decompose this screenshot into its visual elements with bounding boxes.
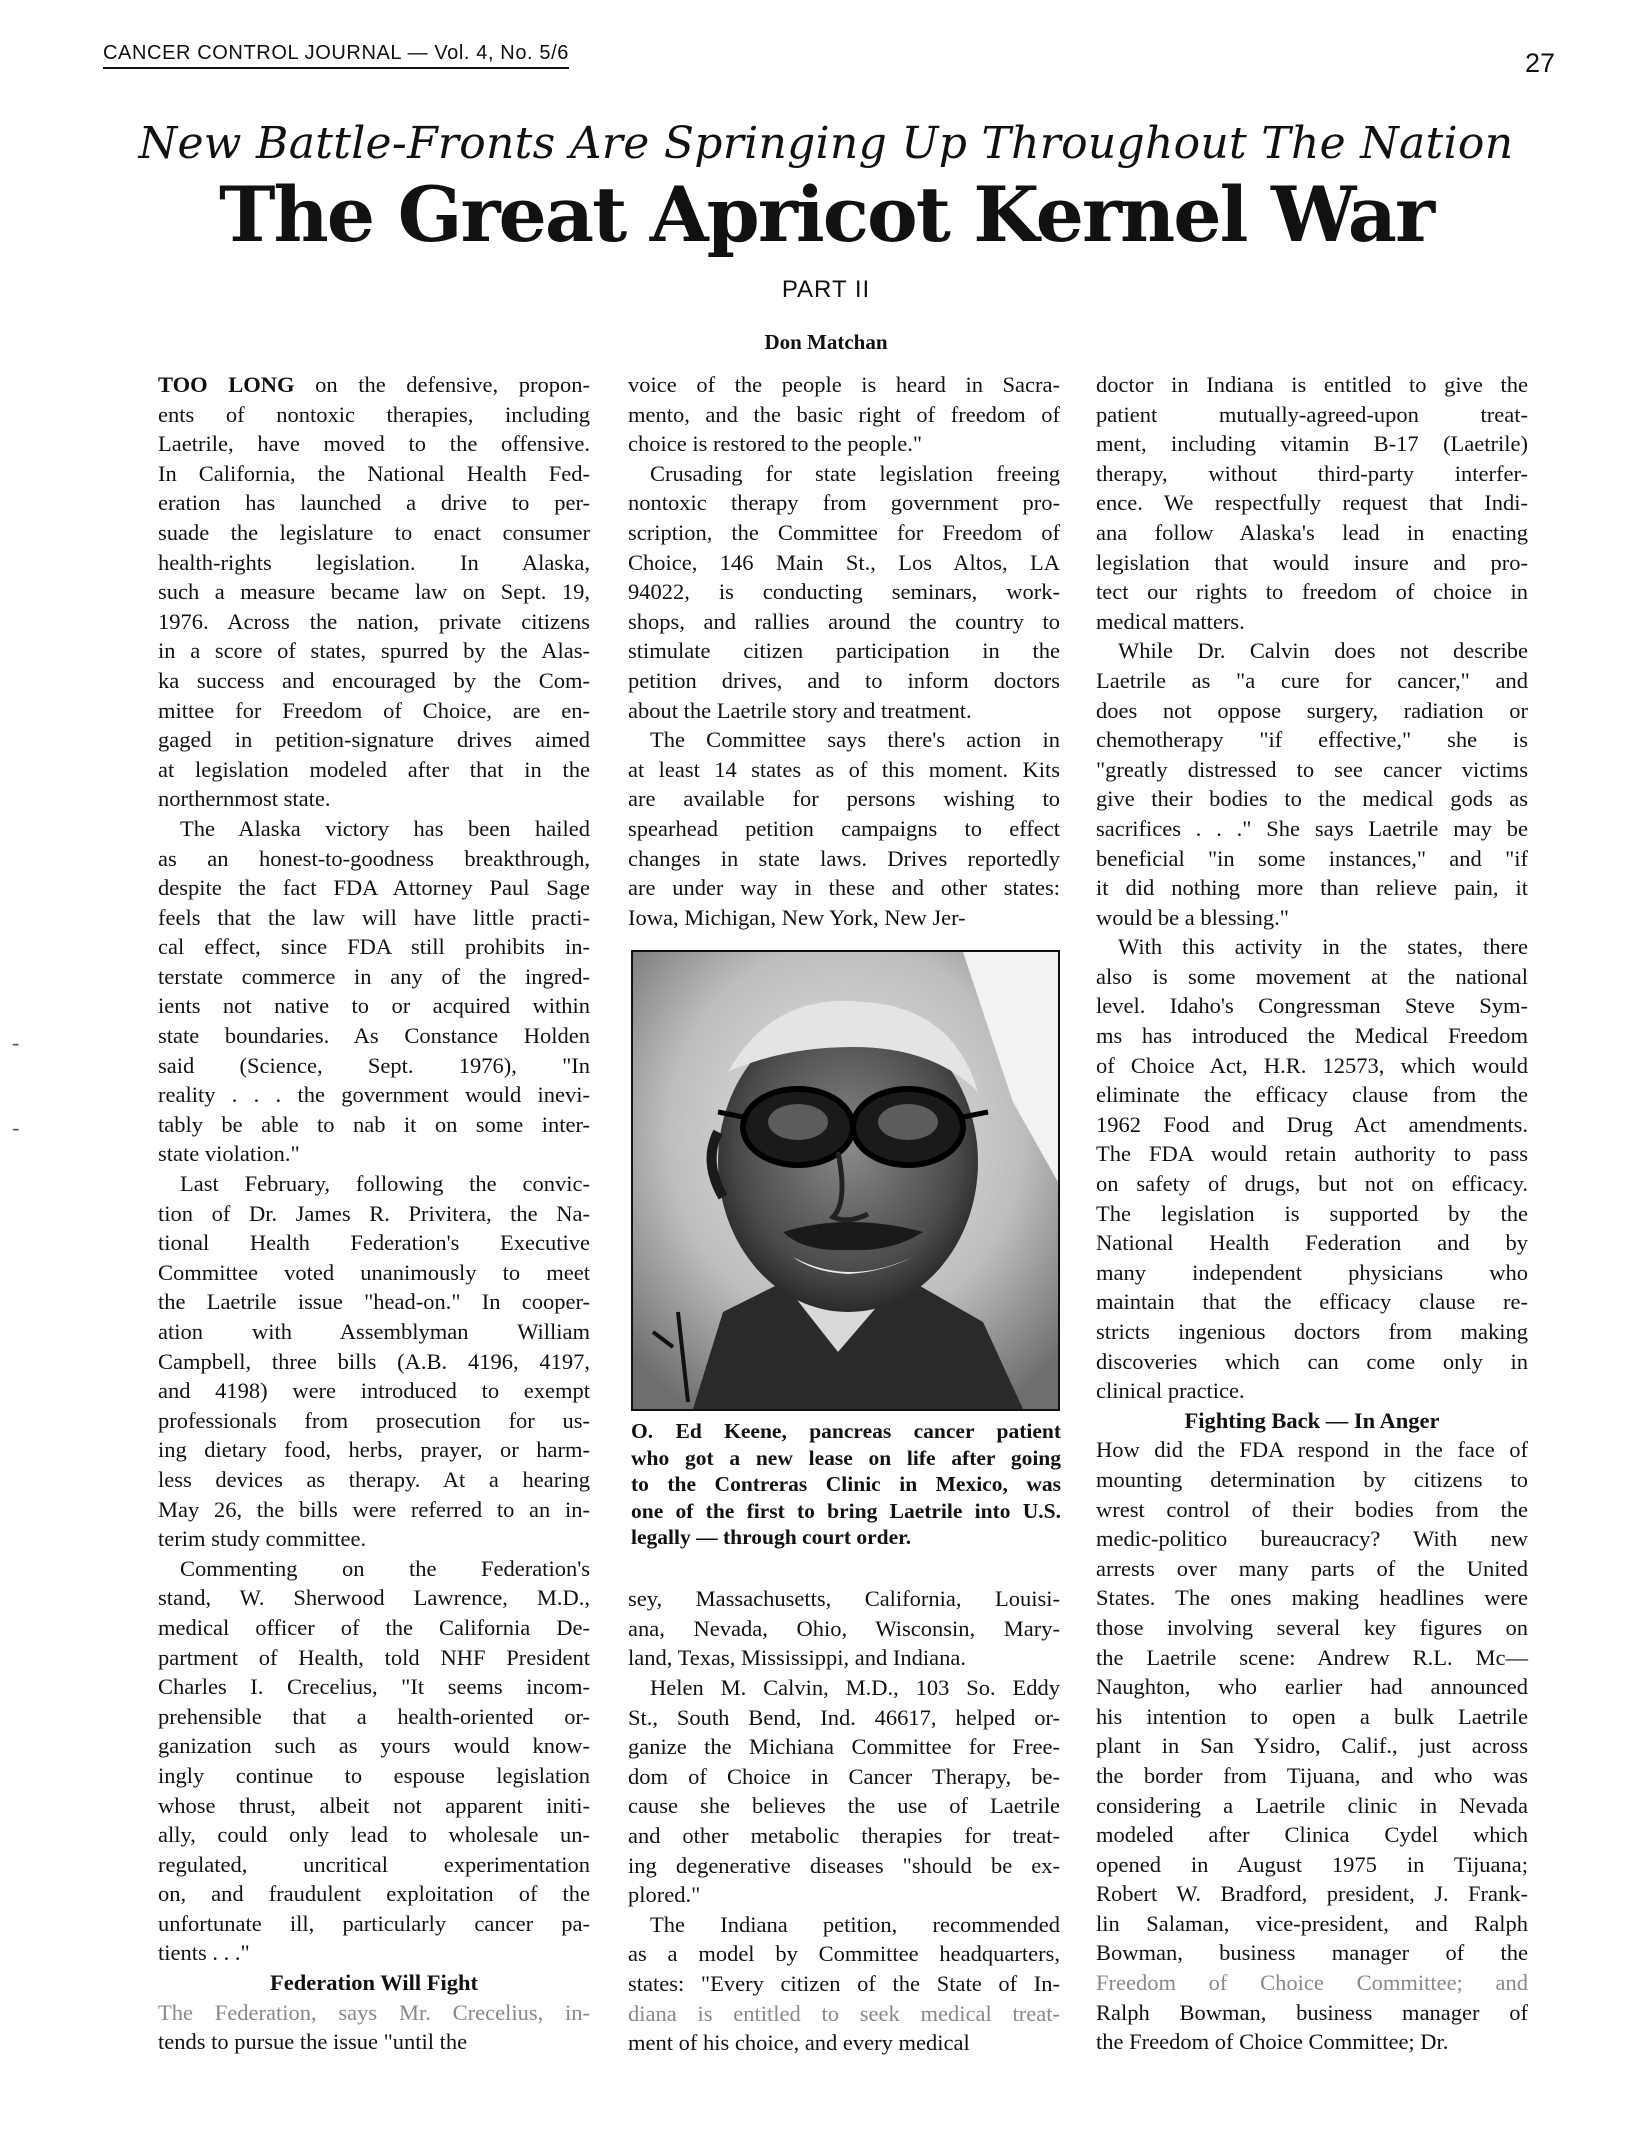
- text-line: and 4198) were introduced to exempt: [158, 1378, 590, 1404]
- text-line: ment, including vitamin B-17 (Laetrile): [1096, 431, 1528, 457]
- text-line: diana is entitled to seek medical treat-: [628, 2000, 1060, 2026]
- text-line: spearhead petition campaigns to effect: [628, 815, 1060, 841]
- text-line: Naughton, who earlier had announced: [1096, 1674, 1528, 1700]
- text-line: Robert W. Bradford, president, J. Frank-: [1096, 1881, 1528, 1907]
- text-line: ganize the Michiana Committee for Free-: [628, 1734, 1060, 1760]
- lead-in: TOO LONG: [158, 372, 295, 397]
- text-line: give their bodies to the medical gods as: [1096, 786, 1528, 812]
- text-line: states: "Every citizen of the State of In-: [628, 1971, 1060, 1996]
- margin-mark: -: [12, 1115, 20, 1140]
- text-line: ganization such as yours would know-: [158, 1733, 590, 1759]
- text-line: regulated, uncritical experimentation: [158, 1851, 590, 1877]
- text-line: 1976. Across the nation, private citizens: [158, 608, 590, 634]
- text-line: choice is restored to the people.": [628, 431, 923, 457]
- text-line: While Dr. Calvin does not describe: [1118, 638, 1528, 664]
- text-line: tients . . .": [158, 1940, 250, 1966]
- text-line: Choice, 146 Main St., Los Altos, LA: [628, 549, 1060, 575]
- text-line: land, Texas, Mississippi, and Indiana.: [628, 1645, 966, 1671]
- text-line: scription, the Committee for Freedom of: [628, 519, 1060, 545]
- text-line: state violation.": [158, 1141, 300, 1167]
- text-line: clinical practice.: [1096, 1378, 1245, 1404]
- text-line: The FDA would retain authority to pass: [1096, 1141, 1528, 1167]
- text-line: States. The ones making headlines were: [1096, 1585, 1528, 1611]
- text-line: mounting determination by citizens to: [1096, 1466, 1528, 1492]
- text-line: tect our rights to freedom of choice in: [1096, 579, 1528, 605]
- text-line: on, and fraudulent exploitation of the: [158, 1881, 590, 1907]
- text-line: less devices as therapy. At a hearing: [158, 1466, 590, 1492]
- text-line: Laetrile, have moved to the offensive.: [158, 431, 590, 457]
- text-line: mento, and the basic right of freedom of: [628, 401, 1060, 427]
- text-line: ment of his choice, and every medical: [628, 2030, 970, 2056]
- text-line: many independent physicians who: [1096, 1259, 1528, 1285]
- text-line: gaged in petition-signature drives aimed: [158, 727, 590, 753]
- text-line: Ralph Bowman, business manager of: [1096, 1999, 1528, 2025]
- text-line: Charles I. Crecelius, "It seems incom-: [158, 1674, 590, 1700]
- text-line: Bowman, business manager of the: [1096, 1940, 1528, 1966]
- text-line: medical matters.: [1096, 608, 1245, 634]
- text-line: The Federation, says Mr. Crecelius, in-: [158, 1999, 590, 2025]
- text-line: Committee voted unanimously to meet: [158, 1259, 590, 1285]
- text-line: arrests over many parts of the United: [1096, 1555, 1528, 1581]
- text-line: 94022, is conducting seminars, work-: [628, 579, 1060, 605]
- text-line: Laetrile as "a cure for cancer," and: [1096, 667, 1528, 693]
- text-line: as a model by Committee headquarters,: [628, 1941, 1060, 1967]
- text-line: the Laetrile scene: Andrew R.L. Mc—: [1096, 1644, 1528, 1670]
- text-line: ation with Assemblyman William: [158, 1319, 590, 1344]
- text-line: considering a Laetrile clinic in Nevada: [1096, 1792, 1528, 1818]
- text-line: tion of Dr. James R. Privitera, the Na-: [158, 1200, 590, 1226]
- text-line: dom of Choice in Cancer Therapy, be-: [628, 1763, 1060, 1789]
- text-line: about the Laetrile story and treatment.: [628, 697, 972, 723]
- text-line: chemotherapy "if effective," she is: [1096, 727, 1528, 753]
- text-line: said (Science, Sept. 1976), "In: [158, 1052, 590, 1078]
- text-line: are available for persons wishing to: [628, 786, 1060, 812]
- text-line: ing dietary food, herbs, prayer, or harm-: [158, 1437, 590, 1463]
- text-line: eliminate the efficacy clause from the: [1096, 1082, 1528, 1108]
- text-line: The Alaska victory has been hailed: [180, 815, 590, 841]
- text-line: "greatly distressed to see cancer victims: [1096, 756, 1528, 782]
- text-line: Campbell, three bills (A.B. 4196, 4197,: [158, 1348, 590, 1374]
- text-line: partment of Health, told NHF President: [158, 1644, 590, 1670]
- text-line: doctor in Indiana is entitled to give the: [1096, 372, 1528, 397]
- text-line: ally, could only lead to wholesale un-: [158, 1822, 590, 1848]
- text-line: legally — through court order.: [631, 1525, 912, 1549]
- text-line: the Laetrile issue "head-on." In cooper-: [158, 1289, 590, 1315]
- text-line: of Choice Act, H.R. 12573, which would: [1096, 1052, 1528, 1078]
- section-subhead: Fighting Back — In Anger: [1184, 1407, 1440, 1433]
- text-line: tends to pursue the issue "until the: [158, 2029, 468, 2055]
- text-line: May 26, the bills were referred to an in-: [158, 1496, 590, 1522]
- text-line: despite the fact FDA Attorney Paul Sage: [158, 875, 590, 901]
- text-line: his intention to open a bulk Laetrile: [1096, 1703, 1528, 1729]
- section-subhead: Federation Will Fight: [270, 1970, 478, 1996]
- text-line: St., South Bend, Ind. 46617, helped or-: [628, 1704, 1060, 1730]
- text-line: beneficial "in some instances," and "if: [1096, 845, 1528, 871]
- text-line: petition drives, and to inform doctors: [628, 667, 1060, 693]
- text-line: who got a new lease on life after going: [631, 1445, 1061, 1470]
- text-line: lin Salaman, vice-president, and Ralph: [1096, 1910, 1528, 1936]
- text-line: patient mutually-agreed-upon treat-: [1096, 401, 1528, 427]
- portrait-photo: [631, 950, 1060, 1411]
- text-line: ence. We respectfully request that Indi-: [1096, 490, 1528, 516]
- text-line: The Indiana petition, recommended: [650, 1911, 1060, 1937]
- text-line: Crusading for state legislation freeing: [650, 460, 1060, 486]
- text-line: northernmost state.: [158, 786, 331, 812]
- text-line: ana, Nevada, Ohio, Wisconsin, Mary-: [628, 1615, 1060, 1641]
- text-line: such a measure became law on Sept. 19,: [158, 579, 590, 605]
- text-line: stimulate citizen participation in the: [628, 638, 1060, 664]
- text-line: one of the first to bring Laetrile into U.S.: [631, 1498, 1061, 1523]
- text-line: prehensible that a health-oriented or-: [158, 1703, 590, 1729]
- text-line: feels that the law will have little practi-: [158, 904, 590, 930]
- text-line: sey, Massachusetts, California, Louisi-: [628, 1586, 1060, 1612]
- text-line: ents of nontoxic therapies, including: [158, 401, 590, 427]
- text-line: voice of the people is heard in Sacra-: [628, 372, 1060, 397]
- text-line: reality . . . the government would inevi-: [158, 1082, 590, 1108]
- text-line: would be a blessing.": [1096, 904, 1289, 930]
- text-line: also is some movement at the national: [1096, 963, 1528, 989]
- text-line: Iowa, Michigan, New York, New Jer-: [628, 904, 966, 930]
- text-line: state boundaries. As Constance Holden: [158, 1023, 590, 1049]
- text-line: nontoxic therapy from government pro-: [628, 490, 1060, 516]
- text-line: are under way in these and other states:: [628, 875, 1060, 901]
- text-line: 1962 Food and Drug Act amendments.: [1096, 1111, 1528, 1137]
- text-line: legislation that would insure and pro-: [1096, 549, 1528, 575]
- text-line: ients not native to or acquired within: [158, 993, 590, 1019]
- text-line: at least 14 states as of this moment. Kits: [628, 756, 1060, 782]
- margin-mark: -: [12, 1030, 20, 1055]
- text-line: sacrifices . . ." She says Laetrile may be: [1096, 815, 1528, 841]
- text-line: Helen M. Calvin, M.D., 103 So. Eddy: [650, 1675, 1060, 1701]
- text-line: does not oppose surgery, radiation or: [1096, 697, 1528, 723]
- text-line: stricts ingenious doctors from making: [1096, 1319, 1528, 1344]
- text-line: ana follow Alaska's lead in enacting: [1096, 519, 1528, 545]
- text-line: whose thrust, albeit not apparent initi-: [158, 1792, 590, 1818]
- text-line: TOO LONG on the defensive, propon-: [158, 372, 590, 397]
- text-line: mittee for Freedom of Choice, are en-: [158, 697, 590, 723]
- text-line: plored.": [628, 1882, 701, 1908]
- text-line: The Committee says there's action in: [650, 727, 1060, 753]
- text-line: With this activity in the states, there: [1118, 934, 1528, 960]
- text-line: those involving several key figures on: [1096, 1614, 1528, 1640]
- text-line: suade the legislature to enact consumer: [158, 519, 590, 545]
- text-line: in a score of states, spurred by the Alas-: [158, 638, 590, 664]
- text-line: at legislation modeled after that in the: [158, 756, 590, 782]
- photo-caption: [631, 1418, 1061, 1551]
- text-line: unfortunate ill, particularly cancer pa-: [158, 1910, 590, 1936]
- text-line: eration has launched a drive to per-: [158, 490, 590, 516]
- text-line: plant in San Ysidro, Calif., just across: [1096, 1733, 1528, 1759]
- text-line: stand, W. Sherwood Lawrence, M.D.,: [158, 1585, 590, 1611]
- text-line: opened in August 1975 in Tijuana;: [1096, 1851, 1528, 1877]
- text-line: ingly continue to espouse legislation: [158, 1762, 590, 1788]
- text-line: health-rights legislation. In Alaska,: [158, 549, 590, 575]
- text-line: professionals from prosecution for us-: [158, 1407, 590, 1433]
- text-line: and other metabolic therapies for treat-: [628, 1823, 1060, 1849]
- text-line: The legislation is supported by the: [1096, 1200, 1528, 1226]
- text-line: modeled after Clinica Cydel which: [1096, 1822, 1528, 1848]
- text-line: wrest control of their bodies from the: [1096, 1496, 1528, 1522]
- text-line: discoveries which can come only in: [1096, 1348, 1528, 1374]
- column-1: [158, 370, 590, 2057]
- text-line: How did the FDA respond in the face of: [1096, 1437, 1528, 1463]
- text-line: cal effect, since FDA still prohibits in-: [158, 934, 590, 960]
- text-line: changes in state laws. Drives reportedly: [628, 845, 1060, 871]
- text-line: Freedom of Choice Committee; and: [1096, 1970, 1528, 1996]
- article-title: The Great Apricot Kernel War: [218, 170, 1434, 259]
- page-number: 27: [1524, 48, 1555, 78]
- text-line: tably be able to nab it on some inter-: [158, 1111, 590, 1137]
- text-line: terim study committee.: [158, 1526, 367, 1552]
- text-line: the border from Tijuana, and who was: [1096, 1762, 1528, 1788]
- text-line: terstate commerce in any of the ingred-: [158, 963, 590, 989]
- byline: Don Matchan: [764, 330, 888, 354]
- text-line: tional Health Federation's Executive: [158, 1230, 590, 1256]
- text-line: medical officer of the California De-: [158, 1614, 590, 1640]
- text-line: Commenting on the Federation's: [180, 1555, 590, 1581]
- text-line: level. Idaho's Congressman Steve Sym-: [1096, 993, 1528, 1019]
- article-kicker: New Battle-Fronts Are Springing Up Throughout The Nation: [138, 118, 1514, 169]
- text-line: therapy, without third-party interfer-: [1096, 460, 1528, 486]
- text-line: as an honest-to-goodness breakthrough,: [158, 845, 590, 871]
- text-line: medic-politico bureaucracy? With new: [1096, 1526, 1528, 1552]
- text-line: In California, the National Health Fed-: [158, 460, 590, 486]
- text-line: shops, and rallies around the country to: [628, 608, 1060, 634]
- text-line: on safety of drugs, but not on efficacy.: [1096, 1171, 1528, 1197]
- text-line: cause she believes the use of Laetrile: [628, 1793, 1060, 1819]
- running-head: CANCER CONTROL JOURNAL — Vol. 4, No. 5/6: [103, 42, 569, 69]
- text-line: maintain that the efficacy clause re-: [1096, 1289, 1528, 1315]
- text-line: ing degenerative diseases "should be ex-: [628, 1852, 1060, 1878]
- text-line: it did nothing more than relieve pain, it: [1096, 875, 1528, 901]
- portrait-photo-graphic: [633, 952, 1058, 1409]
- text-line: O. Ed Keene, pancreas cancer patient: [631, 1419, 1061, 1443]
- text-line: Last February, following the convic-: [180, 1171, 590, 1197]
- text-line: ka success and encouraged by the Com-: [158, 667, 590, 693]
- column-3: [1096, 370, 1528, 2057]
- text-line: ms has introduced the Medical Freedom: [1096, 1023, 1528, 1049]
- text-line: the Freedom of Choice Committee; Dr.: [1096, 2029, 1449, 2055]
- text-line: National Health Federation and by: [1096, 1230, 1528, 1256]
- text-line: to the Contreras Clinic in Mexico, was: [631, 1472, 1061, 1496]
- part-label: PART II: [781, 276, 871, 303]
